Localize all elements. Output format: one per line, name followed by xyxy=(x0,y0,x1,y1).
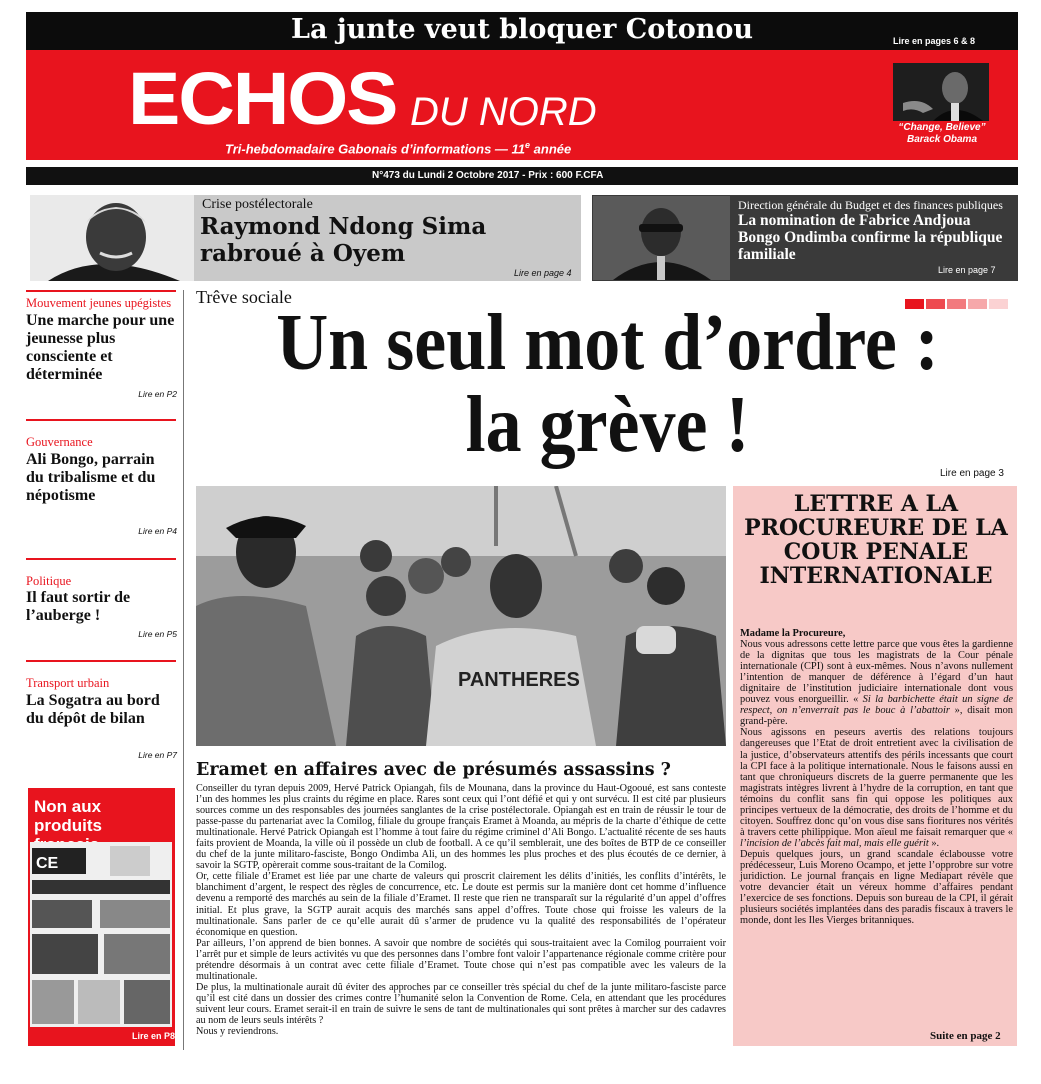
lead-headline-line-2: la grève ! xyxy=(465,381,750,469)
tagline-main: Tri-hebdomadaire Gabonais d’informations — 11 xyxy=(225,141,526,157)
lettre-text: », disait mon grand-père. xyxy=(740,705,1013,728)
teaser-1-photo xyxy=(30,195,194,281)
sidebar-1-lire[interactable]: Lire en P2 xyxy=(138,389,177,399)
lead-headline-line-1: Un seul mot d’ordre : xyxy=(276,299,939,387)
eramet-paragraph: Nous y reviendrons. xyxy=(196,1026,279,1038)
sidebar-2-lire[interactable]: Lire en P4 xyxy=(138,526,177,536)
teaser-2-photo xyxy=(593,196,730,280)
teaser-2-kicker: Direction générale du Budget et des finances publiques xyxy=(738,198,1003,212)
sidebar-3-kicker: Politique xyxy=(26,574,72,588)
lettre-headline[interactable]: LETTRE A LA PROCUREURE DE LA COUR PENALE INTERNATIONALE xyxy=(744,491,1008,589)
lettre-text: Nous vous adressons cette lettre parce que vous êtes la gardienne de la dignitas que tous les magistrats de la Cour pénale internationale (CPI) sont à eux-mêmes. Nous n’avons nullement l’intention de manquer de déférence à l’égard d’un haut dignitaire de l’institution judiciaire internationale dont vous pouvez vous enorgueillir. « xyxy=(740,639,1013,706)
lettre-quote: Si la barbichette était un signe de respect, on n’enverrait pas le bouc à l’abattoir xyxy=(740,694,1014,717)
sidebar-2-headline[interactable]: Ali Bongo, parrain du tribalisme et du népotisme xyxy=(26,451,156,504)
sidebar-3-lire[interactable]: Lire en P5 xyxy=(138,629,177,639)
teaser-2-lire[interactable]: Lire en page 7 xyxy=(938,265,996,275)
lettre-paragraph xyxy=(740,727,1013,849)
lettre-quote: l’incision de l’abcès fait mal, mais elle guérit xyxy=(740,837,929,849)
obama-photo xyxy=(893,63,989,121)
sidebar-divider xyxy=(26,290,176,292)
eramet-body xyxy=(196,783,726,1037)
lettre-body xyxy=(740,628,1013,926)
eramet-paragraph: Par ailleurs, l’on apprend de bien bonnes. A savoir que nombre de sociétés qui sous-traitaient avec la Comilog pourraient voir l’arrêt pur et simple de leurs activités vu que des personnes dans l’ombre font valoir l’appartenance régionale comme critère pour prétendre désormais à un contrat avec cette filiale d’Eramet. Toute chose qui n’est pas compatible avec les valeurs de la multinationale. xyxy=(196,937,726,982)
promo-title[interactable]: Non aux produits xyxy=(34,797,102,835)
eramet-paragraph: De plus, la multinationale aurait dû éviter des approches par ce conseiller très spécial du chef de la junte militaro-fasciste parce qu’il est cité dans un dossier des crimes contre l’humanité selon la Convention de Rome. Cela, en attendant que les procédures suivent leur cours. Eramet serait-il en train de suivre le sens de tant de multinationales qui sont prêtes à marcher sur des cadavres au nom de leurs seuls intérêts ? xyxy=(196,981,726,1026)
sidebar-3-headline[interactable]: Il faut sortir de l’auberge ! xyxy=(26,589,131,624)
logo-echos: ECHOS xyxy=(128,57,397,140)
eramet-headline[interactable]: Eramet en affaires avec de présumés assassins ? xyxy=(196,760,671,780)
lead-lire[interactable]: Lire en page 3 xyxy=(940,468,1004,479)
column-rule xyxy=(183,290,184,1050)
issue-info: N°473 du Lundi 2 Octobre 2017 - Prix : 600 F.CFA xyxy=(372,170,604,181)
lead-headline[interactable] xyxy=(232,299,984,469)
sidebar-2-kicker: Gouvernance xyxy=(26,435,93,449)
tagline-sup: e xyxy=(525,140,531,150)
sidebar-1-kicker: Mouvement jeunes upégistes xyxy=(26,296,172,310)
promo-collage xyxy=(30,842,172,1027)
eramet-paragraph: Or, cette filiale d’Eramet est liée par une charte de valeurs qui proscrit clairement les délits d’initiés, les conflits d’intérêts, le blanchiment d’argent, le respect des règles de concurrence, etc. Le doute est permis sur la manière dont cet homme d’influence devenu a remporté des marchés au sein de la filiale d’Eramet. Il reste que rien ne transparaît sur la régularité d’un appel d’offres initial. Et plus grave, la SGTP aurait acquis des marchés sans appel d’offres. Toute chose qui froisse les valeurs de la multinationale. Sans parler de ce qu’elle aurait dû s’armer de prudence vu la qualité des responsabilités de l’opérateur économique en question. xyxy=(196,871,726,938)
issue-bar xyxy=(26,167,1018,185)
sidebar-divider xyxy=(26,419,176,421)
eramet-paragraph: Conseiller du tyran depuis 2009, Hervé Patrick Opiangah, fils de Mounana, dans la province du Haut-Ogooué, est sans conteste l’un des hommes les plus craints du régime en place. Rares sont ceux qui l’ont défié et qui y ont survécu. Il est cité par plusieurs sources comme un des responsables des journées sanglantes de la crise postélectorale. Opiangah est en train de réussir le tour de passe-passe du partenariat avec la Comilog, filiale du groupe français Eramet à Moanda, au mépris de la charte d’éthique de cette multinationale. Hervé Patrick Opiangah est l’homme à tout faire du régime criminel d’Ali Bongo. L’actualité récente de ses hauts faits provient de Moanda, la ville où il possède un club de football. A ce qu’il semblerait, une des boîtes de BTP de ce conseiller du chef de la junte militaro-fasciste, Bongo Ondimba Ali, un des hommes les plus proches et des plus écoutés de ce dernier, à savoir la SGTP, opèrerait comme sous-traitant de la Comilog. xyxy=(196,783,726,872)
sidebar-divider xyxy=(26,558,176,560)
logo-du-nord: DU NORD xyxy=(410,90,597,134)
tagline xyxy=(225,140,571,156)
svg-text:CE: CE xyxy=(36,855,59,872)
sidebar-4-lire[interactable]: Lire en P7 xyxy=(138,750,177,760)
promo-lire[interactable]: Lire en P8 xyxy=(132,1031,176,1041)
sidebar-4-kicker: Transport urbain xyxy=(26,676,110,690)
teaser-1-headline[interactable]: Raymond Ndong Sima rabroué à Oyem xyxy=(200,213,487,267)
obama-quote-line: “Change, Believe” xyxy=(898,122,986,133)
sidebar-1-headline[interactable]: Une marche pour une jeunesse plus consciente et déterminée xyxy=(26,312,175,383)
teaser-1-kicker: Crise postélectorale xyxy=(202,197,313,212)
obama-name: Barack Obama xyxy=(906,134,978,145)
lead-kicker: Trêve sociale xyxy=(196,287,292,307)
teaser-1-lire[interactable]: Lire en page 4 xyxy=(514,268,572,278)
lettre-paragraph xyxy=(740,639,1013,727)
banner-lire[interactable]: Lire en pages 6 & 8 xyxy=(893,36,976,46)
lettre-paragraph: Depuis quelques jours, un grand scandale éclabousse votre prédécesseur, Luis Moreno Ocampo, et jette l’opprobre sur votre juridiction. Le journal français en ligne Mediapart révèle que votre devancier était un véreux homme d’affaires pendant l’exercice de ses fonctions. Depuis son bureau de la CPI, il gérait plusieurs sociétés implantées dans des paradis fiscaux à travers le monde, dont les Iles Vierges britanniques. xyxy=(740,848,1013,927)
lettre-suite[interactable]: Suite en page 2 xyxy=(930,1030,1001,1042)
lettre-text: Nous agissons en peseurs avertis des relations toujours dangereuses que l’Etat de droit entretient avec la civilisation de la justice, d’observateurs attentifs des périls incessants que court la CPI face à la politique internationale. Nous le faisons aussi en tant que chroniqueurs discrets de la guerre permanente que les magistrats intègres livrent à l’hydre de la corruption, en tant que témoins du conflit sans fin qui oppose les politiques aux principes vertueux de la démocratie, des droits de l’homme et du citoyen. Souffrez donc qu’on vous dise sans fioritures nos vérités à travers cette philippique. Mon aïeul me faisait remarquer que « xyxy=(740,727,1013,838)
lettre-salutation: Madame la Procureure, xyxy=(740,628,846,639)
teaser-2-headline[interactable]: La nomination de Fabrice Andjoua Bongo Ondimba confirme la république familiale xyxy=(738,212,1003,263)
photo-shirt-text: PANTHERES xyxy=(458,669,580,691)
tagline-end: année xyxy=(530,141,572,157)
obama-quote xyxy=(872,122,1012,146)
lead-photo xyxy=(196,486,726,746)
sidebar-4-headline[interactable]: La Sogatra au bord du dépôt de bilan xyxy=(26,692,160,727)
sidebar-divider xyxy=(26,660,176,662)
lettre-text: ». xyxy=(928,837,940,849)
top-banner[interactable]: La junte veut bloquer Cotonou xyxy=(26,12,1018,50)
